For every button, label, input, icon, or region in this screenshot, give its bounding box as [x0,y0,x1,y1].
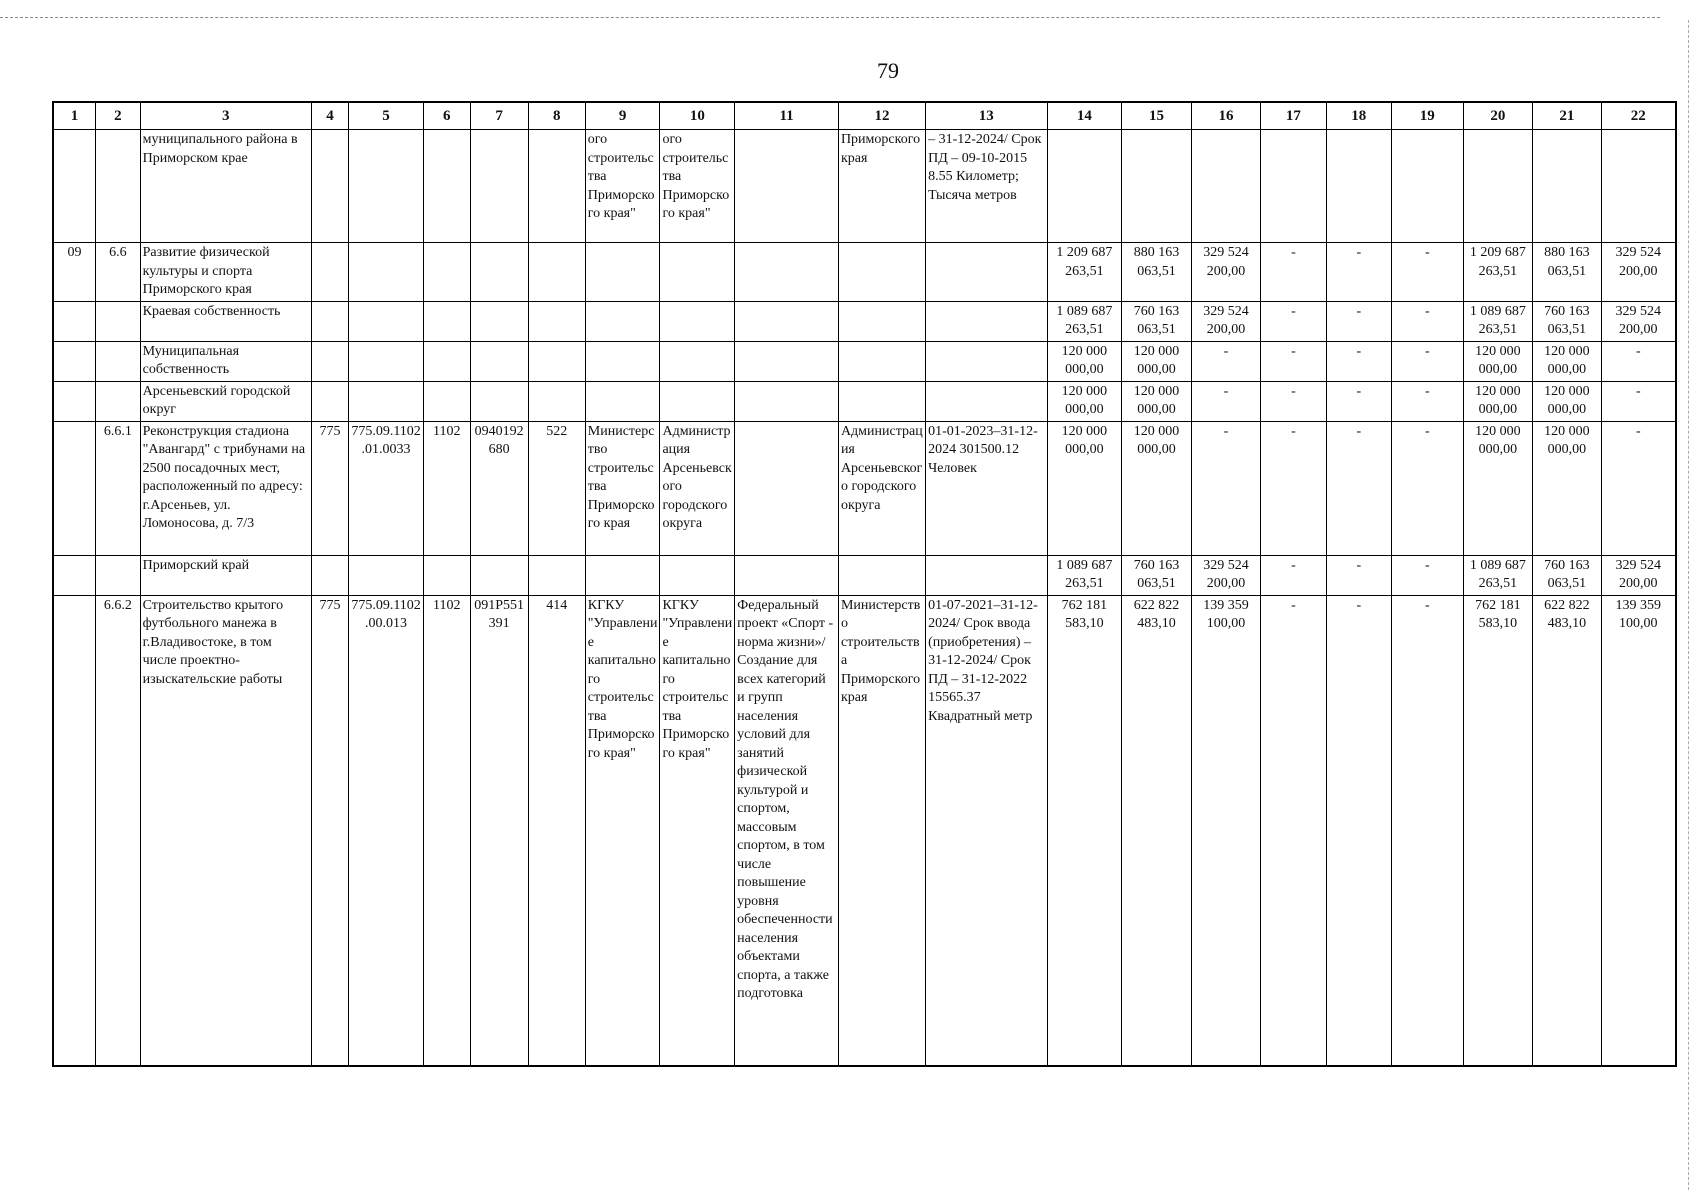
page-number: 79 [877,58,899,83]
cell-col7 [470,130,528,243]
cell-col11 [735,555,839,595]
cell-col7: 0940192680 [470,421,528,555]
cell-col21: 760 163 063,51 [1533,555,1601,595]
cell-col16: - [1191,421,1261,555]
cell-col9: Министерство строительства Приморского края [585,421,660,555]
cell-col17: - [1261,301,1326,341]
table-row [53,381,1676,421]
cell-col6 [423,130,470,243]
cell-col6 [423,243,470,302]
cell-col6 [423,555,470,595]
cell-col16: 329 524 200,00 [1191,555,1261,595]
cell-col12: Министерство строительства Приморского края [838,595,925,1066]
cell-col21: 120 000 000,00 [1533,381,1601,421]
cell-col5 [349,341,424,381]
cell-col14: 1 089 687 263,51 [1047,301,1122,341]
cell-col3: Реконструкция стадиона "Авангард" с трибунами на 2500 посадочных мест, расположенный по адресу: г.Арсеньев, ул. Ломоносова, д. 7/3 [140,421,311,555]
cell-col20: 762 181 583,10 [1463,595,1533,1066]
cell-col16: 139 359 100,00 [1191,595,1261,1066]
cell-col13: – 31-12-2024/ Срок ПД – 09-10-2015 8.55 Километр; Тысяча метров [926,130,1047,243]
cell-col1 [53,130,96,243]
cell-col3: Развитие физической культуры и спорта Приморского края [140,243,311,302]
header-cell: 18 [1326,102,1391,130]
cell-col7 [470,341,528,381]
cell-col21 [1533,130,1601,243]
cell-col13: 01-07-2021–31-12-2024/ Срок ввода (приобретения) – 31-12-2024/ Срок ПД – 31-12-2022 15565.37 Квадратный метр [926,595,1047,1066]
cell-col11 [735,301,839,341]
cell-col17: - [1261,595,1326,1066]
cell-col22: - [1601,421,1676,555]
cell-col14: 120 000 000,00 [1047,341,1122,381]
cell-col18: - [1326,595,1391,1066]
cell-col1 [53,341,96,381]
cell-col11 [735,421,839,555]
cell-col20: 120 000 000,00 [1463,381,1533,421]
header-cell: 14 [1047,102,1122,130]
cell-col17: - [1261,243,1326,302]
cell-col2: 6.6.2 [96,595,141,1066]
cell-col16: - [1191,341,1261,381]
cell-col11 [735,341,839,381]
cell-col9 [585,381,660,421]
cell-col3: Приморский край [140,555,311,595]
header-cell: 22 [1601,102,1676,130]
cell-col22 [1601,130,1676,243]
cell-col21: 120 000 000,00 [1533,341,1601,381]
cell-col13 [926,341,1047,381]
cell-col5: 775.09.1102.01.0033 [349,421,424,555]
header-cell: 6 [423,102,470,130]
cell-col4 [311,243,348,302]
table-row [53,595,1676,1066]
header-cell: 4 [311,102,348,130]
cell-col19: - [1391,341,1463,381]
cell-col14: 120 000 000,00 [1047,381,1122,421]
cell-col19: - [1391,301,1463,341]
table-row [53,341,1676,381]
cell-col15: 120 000 000,00 [1122,381,1192,421]
cell-col10: Администрация Арсеньевского городского округа [660,421,735,555]
cell-col14: 762 181 583,10 [1047,595,1122,1066]
cell-col12: Администрация Арсеньевского городского округа [838,421,925,555]
cell-col1 [53,381,96,421]
cell-col8 [528,243,585,302]
cell-col21: 120 000 000,00 [1533,421,1601,555]
cell-col9 [585,301,660,341]
cell-col9 [585,341,660,381]
cell-col13 [926,301,1047,341]
table-row [53,301,1676,341]
cell-col6 [423,381,470,421]
cell-col17: - [1261,421,1326,555]
cell-col4: 775 [311,421,348,555]
cell-col19: - [1391,555,1463,595]
cell-col11 [735,130,839,243]
table-row [53,421,1676,555]
cell-col13 [926,555,1047,595]
cell-col15: 120 000 000,00 [1122,421,1192,555]
header-cell: 7 [470,102,528,130]
header-cell: 2 [96,102,141,130]
cell-col21: 760 163 063,51 [1533,301,1601,341]
cell-col19: - [1391,595,1463,1066]
cell-col17 [1261,130,1326,243]
cell-col7: 091P551391 [470,595,528,1066]
cell-col17: - [1261,555,1326,595]
cell-col18: - [1326,381,1391,421]
cell-col6 [423,301,470,341]
cell-col1: 09 [53,243,96,302]
cell-col22: 329 524 200,00 [1601,555,1676,595]
cell-col10: ого строительства Приморского края" [660,130,735,243]
cell-col2 [96,301,141,341]
cell-col3: Краевая собственность [140,301,311,341]
cell-col8 [528,555,585,595]
cell-col12 [838,381,925,421]
table-row [53,243,1676,302]
cell-col1 [53,555,96,595]
cell-col22: 139 359 100,00 [1601,595,1676,1066]
cell-col2 [96,341,141,381]
cell-col8 [528,301,585,341]
cell-col1 [53,421,96,555]
cell-col13 [926,243,1047,302]
cell-col16: 329 524 200,00 [1191,243,1261,302]
cell-col17: - [1261,381,1326,421]
cell-col2 [96,381,141,421]
cell-col10 [660,555,735,595]
header-cell: 8 [528,102,585,130]
header-cell: 16 [1191,102,1261,130]
cell-col15: 760 163 063,51 [1122,301,1192,341]
cell-col2 [96,555,141,595]
cell-col5 [349,301,424,341]
cell-col3: Муниципальная собственность [140,341,311,381]
cell-col1 [53,301,96,341]
table-row [53,555,1676,595]
cell-col12 [838,243,925,302]
scan-right-edge [1688,20,1689,1190]
cell-col5: 775.09.1102.00.013 [349,595,424,1066]
cell-col4 [311,130,348,243]
scan-top-line [0,17,1660,18]
cell-col10 [660,341,735,381]
cell-col4: 775 [311,595,348,1066]
cell-col20: 120 000 000,00 [1463,421,1533,555]
cell-col15: 760 163 063,51 [1122,555,1192,595]
cell-col7 [470,243,528,302]
cell-col7 [470,381,528,421]
cell-col16: - [1191,381,1261,421]
cell-col6: 1102 [423,421,470,555]
cell-col3: муниципального района в Приморском крае [140,130,311,243]
cell-col8: 414 [528,595,585,1066]
cell-col15: 120 000 000,00 [1122,341,1192,381]
cell-col18: - [1326,341,1391,381]
data-table [52,101,1677,1067]
cell-col8 [528,341,585,381]
cell-col4 [311,381,348,421]
cell-col19: - [1391,421,1463,555]
cell-col2: 6.6.1 [96,421,141,555]
cell-col14: 120 000 000,00 [1047,421,1122,555]
cell-col9: ого строительства Приморского края" [585,130,660,243]
cell-col11: Федеральный проект «Спорт - норма жизни»/Создание для всех категорий и групп населения условий для занятий физической культурой и спортом, массовым спортом, в том числе повышение уровня обеспеченности населения объектами спорта, а также подготовка [735,595,839,1066]
cell-col9 [585,243,660,302]
cell-col14 [1047,130,1122,243]
cell-col5 [349,130,424,243]
cell-col5 [349,381,424,421]
cell-col10 [660,381,735,421]
cell-col12 [838,555,925,595]
cell-col21: 622 822 483,10 [1533,595,1601,1066]
header-cell: 21 [1533,102,1601,130]
cell-col20 [1463,130,1533,243]
cell-col10 [660,301,735,341]
cell-col18 [1326,130,1391,243]
cell-col16 [1191,130,1261,243]
header-cell: 20 [1463,102,1533,130]
cell-col20: 1 089 687 263,51 [1463,555,1533,595]
cell-col22: - [1601,381,1676,421]
header-row [53,102,1676,130]
cell-col14: 1 089 687 263,51 [1047,555,1122,595]
header-cell: 10 [660,102,735,130]
cell-col20: 1 089 687 263,51 [1463,301,1533,341]
cell-col8 [528,130,585,243]
cell-col21: 880 163 063,51 [1533,243,1601,302]
cell-col3: Строительство крытого футбольного манежа в г.Владивостоке, в том числе проектно-изыскательские работы [140,595,311,1066]
cell-col11 [735,243,839,302]
cell-col4 [311,341,348,381]
cell-col8 [528,381,585,421]
cell-col22: 329 524 200,00 [1601,243,1676,302]
cell-col22: - [1601,341,1676,381]
header-cell: 19 [1391,102,1463,130]
cell-col18: - [1326,555,1391,595]
cell-col6: 1102 [423,595,470,1066]
cell-col12 [838,301,925,341]
cell-col5 [349,555,424,595]
cell-col18: - [1326,421,1391,555]
cell-col4 [311,555,348,595]
cell-col13 [926,381,1047,421]
cell-col10: КГКУ "Управление капитального строительства Приморского края" [660,595,735,1066]
cell-col13: 01-01-2023–31-12-2024 301500.12 Человек [926,421,1047,555]
header-cell: 17 [1261,102,1326,130]
cell-col1 [53,595,96,1066]
table-row [53,130,1676,243]
header-cell: 3 [140,102,311,130]
cell-col11 [735,381,839,421]
cell-col14: 1 209 687 263,51 [1047,243,1122,302]
cell-col10 [660,243,735,302]
cell-col15: 880 163 063,51 [1122,243,1192,302]
cell-col3: Арсеньевский городской округ [140,381,311,421]
cell-col17: - [1261,341,1326,381]
cell-col4 [311,301,348,341]
cell-col6 [423,341,470,381]
header-cell: 1 [53,102,96,130]
cell-col7 [470,555,528,595]
cell-col19 [1391,130,1463,243]
cell-col19: - [1391,243,1463,302]
cell-col22: 329 524 200,00 [1601,301,1676,341]
cell-col19: - [1391,381,1463,421]
header-cell: 11 [735,102,839,130]
cell-col2 [96,130,141,243]
cell-col16: 329 524 200,00 [1191,301,1261,341]
cell-col2: 6.6 [96,243,141,302]
header-cell: 15 [1122,102,1192,130]
cell-col5 [349,243,424,302]
header-cell: 9 [585,102,660,130]
cell-col12: Приморского края [838,130,925,243]
cell-col9 [585,555,660,595]
header-cell: 5 [349,102,424,130]
cell-col18: - [1326,243,1391,302]
cell-col18: - [1326,301,1391,341]
cell-col20: 120 000 000,00 [1463,341,1533,381]
cell-col7 [470,301,528,341]
cell-col12 [838,341,925,381]
header-cell: 13 [926,102,1047,130]
cell-col15 [1122,130,1192,243]
cell-col15: 622 822 483,10 [1122,595,1192,1066]
cell-col20: 1 209 687 263,51 [1463,243,1533,302]
header-cell: 12 [838,102,925,130]
cell-col8: 522 [528,421,585,555]
cell-col9: КГКУ "Управление капитального строительства Приморского края" [585,595,660,1066]
